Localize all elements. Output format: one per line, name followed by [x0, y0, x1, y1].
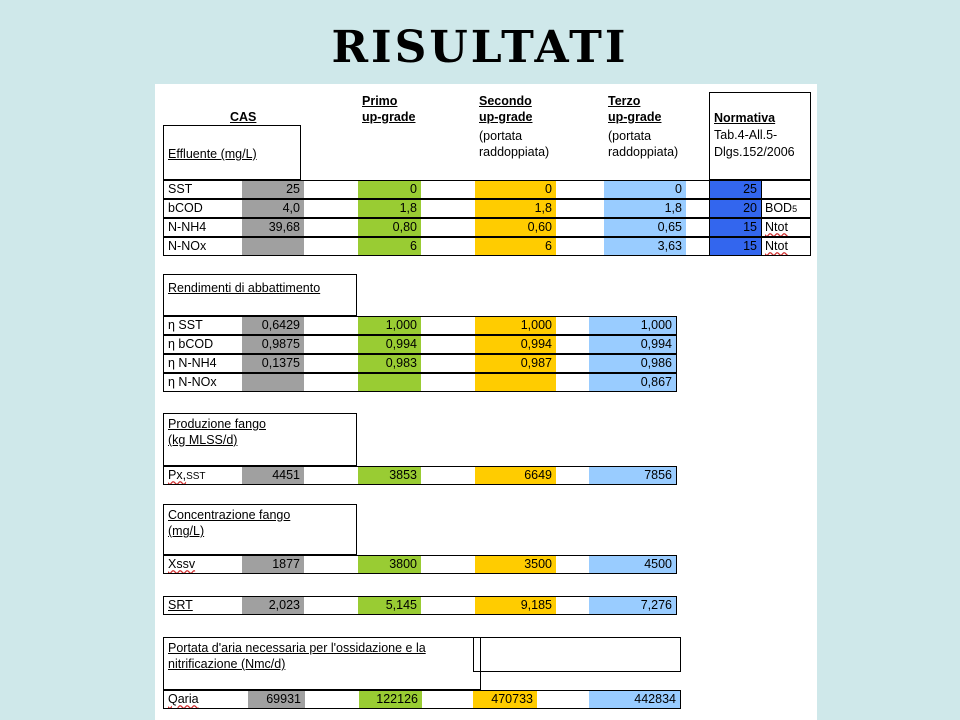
- header-normativa-3: Dlgs.152/2006: [714, 145, 795, 159]
- rendimenti-row-gap: [556, 316, 589, 335]
- effluente-label: Effluente (mg/L): [168, 147, 257, 161]
- effluente-gap: [686, 237, 709, 256]
- rendimenti-row-primo-value: 0,994: [358, 335, 421, 354]
- header-secondo-2: up-grade: [479, 110, 533, 124]
- rendimenti-row-name: η bCOD: [163, 335, 242, 354]
- effluente-cas-value: 39,68: [242, 218, 304, 237]
- rendimenti-label: Rendimenti di abbattimento: [168, 281, 321, 295]
- effluente-row-name: N-NOx: [163, 237, 242, 256]
- rendimenti-row-name: η N-NOx: [163, 373, 242, 392]
- srt-row-gap: [421, 596, 475, 615]
- effluente-note: [762, 180, 811, 199]
- effluente-gap: [686, 218, 709, 237]
- srt-row-name: SRT: [163, 596, 242, 615]
- rendimenti-row-cas-value: 0,6429: [242, 316, 304, 335]
- rendimenti-row-gap: [304, 335, 358, 354]
- rendimenti-row-secondo-value: 0,987: [475, 354, 556, 373]
- portata-row-terzo-value: 442834: [589, 690, 681, 709]
- produzione-row-name-subscript: SST: [186, 471, 206, 482]
- produzione-row-primo-value: 3853: [358, 466, 421, 485]
- portata-right-box: [473, 637, 681, 672]
- effluente-note-text: Ntot: [765, 220, 788, 234]
- produzione-row-cas-value: 4451: [242, 466, 304, 485]
- concentrazione-row-gap: [556, 555, 589, 574]
- effluente-row-name: N-NH4: [163, 218, 242, 237]
- srt-row-gap: [556, 596, 589, 615]
- portata-label-2: nitrificazione (Nmc/d): [168, 657, 286, 671]
- header-terzo-1: Terzo: [608, 94, 641, 108]
- effluente-note-text: BOD: [765, 201, 793, 215]
- header-normativa-2: Tab.4-All.5-: [714, 128, 778, 142]
- effluente-secondo-value: 1,8: [475, 199, 556, 218]
- rendimenti-row-gap: [421, 316, 475, 335]
- effluente-cas-value: [242, 237, 304, 256]
- effluente-terzo-value: 0: [604, 180, 686, 199]
- header-primo-2: up-grade: [362, 110, 416, 124]
- effluente-primo-value: 1,8: [358, 199, 421, 218]
- concentrazione-row-name: Xssv: [163, 555, 242, 574]
- srt-row-terzo-value: 7,276: [589, 596, 677, 615]
- effluente-normativa-value: 20: [709, 199, 762, 218]
- produzione-label-1: Produzione fango: [168, 417, 266, 431]
- effluente-cas-value: 4,0: [242, 199, 304, 218]
- effluente-terzo-value: 3,63: [604, 237, 686, 256]
- rendimenti-row-primo-value: [358, 373, 421, 392]
- effluente-primo-value: 0,80: [358, 218, 421, 237]
- rendimenti-row-secondo-value: 0,994: [475, 335, 556, 354]
- concentrazione-row-secondo-value: 3500: [475, 555, 556, 574]
- produzione-row-secondo-value: 6649: [475, 466, 556, 485]
- rendimenti-row-cas-value: 0,1375: [242, 354, 304, 373]
- effluente-gap: [304, 237, 358, 256]
- srt-row-gap: [304, 596, 358, 615]
- effluente-gap: [421, 237, 475, 256]
- effluente-primo-value: 6: [358, 237, 421, 256]
- effluente-note-subscript: 5: [792, 204, 798, 214]
- rendimenti-row-primo-value: 1,000: [358, 316, 421, 335]
- effluente-gap: [304, 180, 358, 199]
- rendimenti-row-terzo-value: 0,867: [589, 373, 677, 392]
- results-sheet: [155, 84, 817, 720]
- effluente-gap: [421, 199, 475, 218]
- produzione-row-name-text: Px,: [168, 468, 187, 482]
- effluente-gap: [421, 218, 475, 237]
- effluente-gap: [686, 180, 709, 199]
- rendimenti-row-terzo-value: 1,000: [589, 316, 677, 335]
- srt-row-cas-value: 2,023: [242, 596, 304, 615]
- rendimenti-row-name: η N-NH4: [163, 354, 242, 373]
- portata-row-cas-value: 69931: [248, 690, 305, 709]
- effluente-terzo-value: 0,65: [604, 218, 686, 237]
- concentrazione-row-gap: [304, 555, 358, 574]
- effluente-gap: [304, 218, 358, 237]
- concentrazione-row-terzo-value: 4500: [589, 555, 677, 574]
- effluente-secondo-value: 0,60: [475, 218, 556, 237]
- portata-row-gap: [537, 690, 589, 709]
- effluente-note: [762, 199, 811, 218]
- rendimenti-row-gap: [556, 373, 589, 392]
- rendimenti-row-cas-value: 0,9875: [242, 335, 304, 354]
- produzione-label-2: (kg MLSS/d): [168, 433, 238, 447]
- effluente-gap: [556, 218, 604, 237]
- effluente-secondo-value: 0: [475, 180, 556, 199]
- concentrazione-row-primo-value: 3800: [358, 555, 421, 574]
- rendimenti-row-gap: [304, 354, 358, 373]
- effluente-cas-value: 25: [242, 180, 304, 199]
- rendimenti-row-gap: [304, 316, 358, 335]
- rendimenti-row-gap: [421, 335, 475, 354]
- rendimenti-row-gap: [421, 373, 475, 392]
- portata-label-1: Portata d'aria necessaria per l'ossidazione e la: [168, 641, 426, 655]
- rendimenti-row-secondo-value: 1,000: [475, 316, 556, 335]
- srt-row-primo-value: 5,145: [358, 596, 421, 615]
- effluente-normativa-value: 15: [709, 237, 762, 256]
- effluente-secondo-value: 6: [475, 237, 556, 256]
- header-secondo-4: raddoppiata): [479, 145, 550, 159]
- rendimenti-row-primo-value: 0,983: [358, 354, 421, 373]
- rendimenti-row-gap: [421, 354, 475, 373]
- header-terzo-2: up-grade: [608, 110, 662, 124]
- effluente-row-name: bCOD: [163, 199, 242, 218]
- header-secondo-3: (portata: [479, 129, 523, 143]
- rendimenti-row-terzo-value: 0,986: [589, 354, 677, 373]
- effluente-gap: [421, 180, 475, 199]
- effluente-gap: [556, 237, 604, 256]
- produzione-row-gap: [421, 466, 475, 485]
- concentrazione-row-cas-value: 1877: [242, 555, 304, 574]
- rendimenti-row-gap: [556, 354, 589, 373]
- page-title: RISULTATI: [331, 22, 629, 73]
- effluente-primo-value: 0: [358, 180, 421, 199]
- produzione-row-terzo-value: 7856: [589, 466, 677, 485]
- portata-row-name: Qaria: [163, 690, 248, 709]
- effluente-gap: [556, 199, 604, 218]
- effluente-note: [762, 218, 811, 237]
- portata-row-primo-value: 122126: [359, 690, 422, 709]
- portata-row-secondo-value: 470733: [473, 690, 537, 709]
- concentrazione-label-1: Concentrazione fango: [168, 508, 291, 522]
- header-normativa-1: Normativa: [714, 111, 776, 125]
- effluente-gap: [686, 199, 709, 218]
- effluente-row-name: SST: [163, 180, 242, 199]
- rendimenti-row-gap: [556, 335, 589, 354]
- concentrazione-label-2: (mg/L): [168, 524, 205, 538]
- header-terzo-3: (portata: [608, 129, 652, 143]
- effluente-gap: [304, 199, 358, 218]
- effluente-gap: [556, 180, 604, 199]
- portata-row-gap: [305, 690, 359, 709]
- rendimenti-row-cas-value: [242, 373, 304, 392]
- rendimenti-row-terzo-value: 0,994: [589, 335, 677, 354]
- header-cas: CAS: [230, 110, 257, 124]
- effluente-normativa-value: 25: [709, 180, 762, 199]
- rendimenti-row-name: η SST: [163, 316, 242, 335]
- effluente-terzo-value: 1,8: [604, 199, 686, 218]
- portata-row-gap: [422, 690, 473, 709]
- rendimenti-row-gap: [304, 373, 358, 392]
- rendimenti-row-secondo-value: [475, 373, 556, 392]
- effluente-note-text: Ntot: [765, 239, 788, 253]
- srt-row-secondo-value: 9,185: [475, 596, 556, 615]
- produzione-row-gap: [304, 466, 358, 485]
- produzione-row-gap: [556, 466, 589, 485]
- concentrazione-row-gap: [421, 555, 475, 574]
- header-primo-1: Primo: [362, 94, 398, 108]
- effluente-normativa-value: 15: [709, 218, 762, 237]
- header-terzo-4: raddoppiata): [608, 145, 679, 159]
- header-secondo-1: Secondo: [479, 94, 532, 108]
- produzione-row-name: [163, 466, 242, 485]
- effluente-note: [762, 237, 811, 256]
